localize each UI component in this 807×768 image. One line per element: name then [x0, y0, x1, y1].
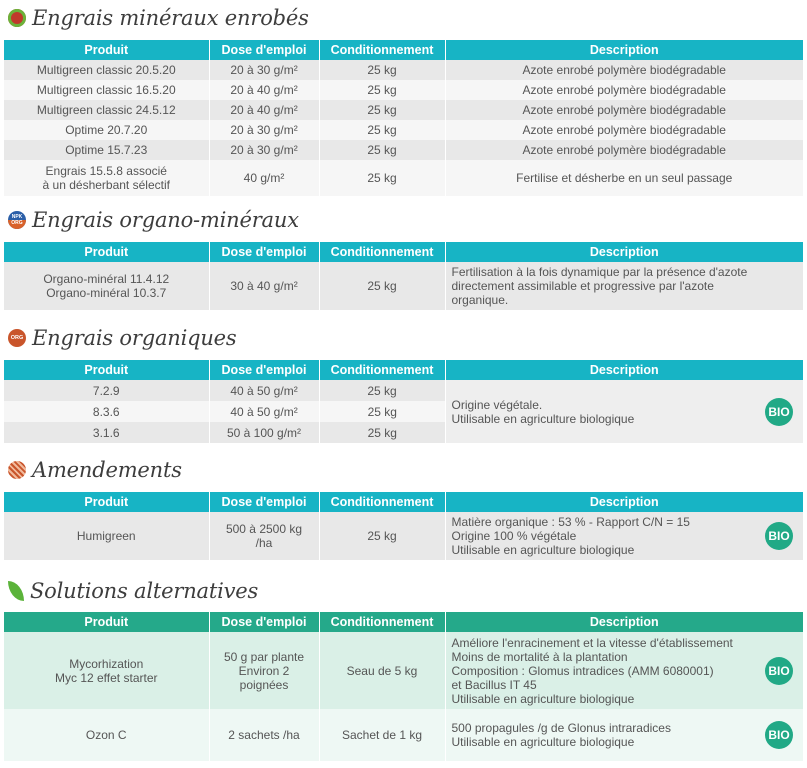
cell-dose: 20 à 30 g/m² [209, 60, 319, 80]
npk-org-icon: NPK ORG [8, 211, 26, 229]
header-description: Description [445, 40, 803, 60]
table-header [4, 40, 803, 60]
cell-dose: 20 à 40 g/m² [209, 100, 319, 120]
cell-dose: 20 à 40 g/m² [209, 80, 319, 100]
cell-description-line: Utilisable en agriculture biologique [451, 543, 635, 557]
header-conditionnement: Conditionnement [319, 360, 445, 380]
cell-produit [4, 262, 209, 310]
cell-description-line: Utilisable en agriculture biologique [451, 735, 635, 749]
cell-description-line: Origine 100 % végétale [451, 529, 577, 543]
cell-conditionnement: 25 kg [319, 140, 445, 160]
bio-badge: BIO [765, 657, 793, 685]
cell-dose [209, 512, 319, 560]
section-title-organo: NPK ORG Engrais organo-minéraux [8, 207, 299, 233]
cell-description-line: Origine végétale. [451, 397, 543, 412]
table-row [4, 140, 803, 160]
cell-description: Azote enrobé polymère biodégradable [445, 80, 803, 100]
cell-dose: 40 à 50 g/m² [209, 401, 319, 422]
cell-conditionnement: Sachet de 1 kg [319, 709, 445, 761]
cell-dose: 30 à 40 g/m² [209, 262, 319, 310]
table-header [4, 492, 803, 512]
cell-produit-line: Organo-minéral 10.3.7 [46, 286, 167, 300]
cell-conditionnement: 25 kg [319, 401, 445, 422]
cell-description: Fertilise et désherbe en un seul passage [445, 160, 803, 196]
table-row [4, 100, 803, 120]
cell-conditionnement: Seau de 5 kg [319, 632, 445, 709]
cell-dose-line: poignées [239, 677, 289, 692]
cell-conditionnement: 25 kg [319, 160, 445, 196]
table-mineraux [4, 40, 803, 196]
table-organo [4, 242, 803, 310]
header-produit: Produit [4, 40, 209, 60]
textured-ball-icon [8, 461, 26, 479]
table-header [4, 360, 803, 380]
cell-description-line: et Bacillus IT 45 [451, 677, 537, 692]
cell-produit: Multigreen classic 20.5.20 [4, 60, 209, 80]
table-row [4, 380, 803, 401]
green-red-circle-icon [8, 9, 26, 27]
cell-produit: 8.3.6 [4, 401, 209, 422]
table-row [4, 262, 803, 310]
bio-badge: BIO [765, 522, 793, 550]
cell-dose-line: Environ 2 [238, 663, 290, 678]
section-title-organiques: ORG Engrais organiques [8, 325, 236, 351]
cell-dose: 40 g/m² [209, 160, 319, 196]
header-conditionnement: Conditionnement [319, 40, 445, 60]
header-dose: Dose d'emploi [209, 242, 319, 262]
cell-description: Azote enrobé polymère biodégradable [445, 120, 803, 140]
cell-description-line: Moins de mortalité à la plantation [451, 649, 628, 664]
cell-description [445, 512, 803, 560]
cell-conditionnement: 25 kg [319, 120, 445, 140]
table-row [4, 632, 803, 709]
header-description: Description [445, 612, 803, 632]
cell-produit: 3.1.6 [4, 422, 209, 443]
header-dose: Dose d'emploi [209, 492, 319, 512]
table-header [4, 612, 803, 632]
table-organiques [4, 360, 803, 443]
header-conditionnement: Conditionnement [319, 242, 445, 262]
table-header [4, 242, 803, 262]
header-dose: Dose d'emploi [209, 612, 319, 632]
cell-description-line: Améliore l'enracinement et la vitesse d'établissement [451, 635, 733, 650]
header-description: Description [445, 360, 803, 380]
leaf-icon [8, 581, 24, 601]
section-title-mineraux: Engrais minéraux enrobés [8, 5, 309, 31]
cell-description: Azote enrobé polymère biodégradable [445, 140, 803, 160]
cell-produit-line: Organo-minéral 11.4.12 [43, 272, 170, 286]
cell-conditionnement: 25 kg [319, 100, 445, 120]
cell-description-line: Fertilisation à la fois dynamique par la présence d'azote [451, 265, 748, 279]
bio-badge: BIO [765, 721, 793, 749]
org-icon: ORG [8, 329, 26, 347]
cell-dose [209, 632, 319, 709]
cell-conditionnement: 25 kg [319, 422, 445, 443]
cell-dose: 40 à 50 g/m² [209, 380, 319, 401]
cell-dose: 20 à 30 g/m² [209, 140, 319, 160]
table-amendements [4, 492, 803, 560]
cell-produit-line: Myc 12 effet starter [55, 670, 158, 685]
table-row [4, 120, 803, 140]
cell-description: Azote enrobé polymère biodégradable [445, 60, 803, 80]
cell-produit-line: Mycorhization [69, 656, 144, 671]
cell-description-line: Composition : Glomus intradices (AMM 6080001) [451, 663, 714, 678]
cell-produit: Multigreen classic 16.5.20 [4, 80, 209, 100]
cell-conditionnement: 25 kg [319, 512, 445, 560]
cell-produit: 7.2.9 [4, 380, 209, 401]
header-description: Description [445, 242, 803, 262]
cell-dose: 20 à 30 g/m² [209, 120, 319, 140]
cell-description-line: directement assimilable et progressive par l'azote [451, 279, 714, 293]
header-dose: Dose d'emploi [209, 40, 319, 60]
table-row [4, 512, 803, 560]
section-title-amendements: Amendements [8, 457, 182, 483]
cell-produit-line: à un désherbant sélectif [42, 178, 170, 192]
table-row [4, 80, 803, 100]
cell-dose-line: 500 à 2500 kg [225, 522, 303, 536]
cell-produit: Humigreen [4, 512, 209, 560]
cell-dose-line: 50 g par plante [223, 649, 305, 664]
cell-description-line: Matière organique : 53 % - Rapport C/N = 15 [451, 515, 690, 529]
cell-conditionnement: 25 kg [319, 80, 445, 100]
cell-description-line: 500 propagules /g de Glonus intraradices [451, 721, 671, 735]
header-produit: Produit [4, 242, 209, 262]
cell-produit: Optime 20.7.20 [4, 120, 209, 140]
table-row [4, 60, 803, 80]
table-row [4, 709, 803, 761]
header-conditionnement: Conditionnement [319, 492, 445, 512]
table-alternatives [4, 612, 803, 761]
cell-produit: Optime 15.7.23 [4, 140, 209, 160]
cell-produit: Multigreen classic 24.5.12 [4, 100, 209, 120]
cell-produit: Ozon C [4, 709, 209, 761]
table-row [4, 160, 803, 196]
cell-description [445, 632, 803, 709]
cell-description [445, 262, 803, 310]
header-description: Description [445, 492, 803, 512]
header-produit: Produit [4, 492, 209, 512]
cell-description-line: Utilisable en agriculture biologique [451, 691, 635, 706]
cell-description: Azote enrobé polymère biodégradable [445, 100, 803, 120]
header-conditionnement: Conditionnement [319, 612, 445, 632]
cell-description-line: Utilisable en agriculture biologique [451, 411, 635, 426]
header-produit: Produit [4, 612, 209, 632]
header-dose: Dose d'emploi [209, 360, 319, 380]
cell-dose: 50 à 100 g/m² [209, 422, 319, 443]
cell-description-line: organique. [451, 293, 509, 307]
section-title-alternatives: Solutions alternatives [8, 578, 258, 604]
cell-conditionnement: 25 kg [319, 262, 445, 310]
cell-conditionnement: 25 kg [319, 60, 445, 80]
cell-dose: 2 sachets /ha [209, 709, 319, 761]
cell-description [445, 380, 803, 443]
header-produit: Produit [4, 360, 209, 380]
cell-dose-line: /ha [255, 536, 273, 550]
cell-description [445, 709, 803, 761]
cell-conditionnement: 25 kg [319, 380, 445, 401]
cell-produit [4, 632, 209, 709]
bio-badge: BIO [765, 398, 793, 426]
cell-produit [4, 160, 209, 196]
cell-produit-line: Engrais 15.5.8 associé [45, 164, 167, 178]
